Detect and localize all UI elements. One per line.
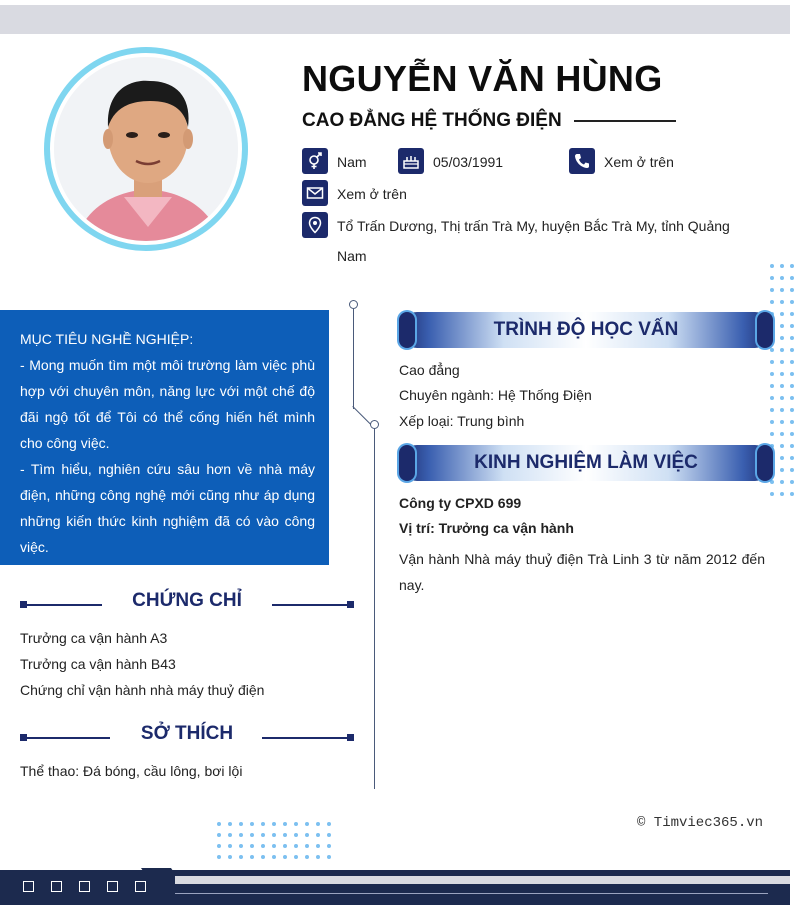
certificate-item: Trưởng ca vận hành A3 <box>20 630 168 646</box>
career-objective-box <box>0 310 329 565</box>
experience-position: Vị trí: Trưởng ca vận hành <box>399 520 574 536</box>
hobbies-text: Thể thao: Đá bóng, cầu lông, bơi lội <box>20 763 243 779</box>
email-value: Xem ở trên <box>337 186 407 202</box>
bottom-decor-line <box>175 893 768 894</box>
education-major: Chuyên ngành: Hệ Thống Điện <box>399 387 592 403</box>
avatar <box>50 53 242 245</box>
experience-description: Vận hành Nhà máy thuỷ điện Trà Linh 3 từ năm 2012 đến nay. <box>399 551 765 593</box>
gender-value: Nam <box>337 154 367 170</box>
experience-title: KINH NGHIỆM LÀM VIỆC <box>474 452 698 473</box>
decor-dots-right <box>770 264 794 496</box>
experience-company: Công ty CPXD 699 <box>399 495 522 511</box>
hobbies-heading <box>20 723 354 753</box>
job-title: CAO ĐẲNG HỆ THỐNG ĐIỆN <box>302 110 562 131</box>
title-divider <box>574 120 676 122</box>
location-pin-icon <box>302 212 328 238</box>
phone-value: Xem ở trên <box>604 154 674 170</box>
gender-icon <box>302 148 328 174</box>
timeline-dot <box>349 300 358 309</box>
address-value-line2: Nam <box>337 248 367 264</box>
decor-square <box>23 881 34 892</box>
candidate-name: NGUYỄN VĂN HÙNG <box>302 58 663 99</box>
education-grade: Xếp loại: Trung bình <box>399 413 525 429</box>
decor-dots-bottom <box>217 822 331 859</box>
objective-text-2: - Tìm hiểu, nghiên cứu sâu hơn về nhà máy điện, những công nghệ mới cũng như áp dụng những kiến thức kinh nghiệm đã có vào công việc. <box>20 461 315 555</box>
certificate-item: Chứng chỉ vận hành nhà máy thuỷ điện <box>20 682 265 698</box>
address-value: Tổ Trấn Dương, Thị trấn Trà My, huyện Bắc Trà My, tỉnh Quảng <box>337 218 730 234</box>
objective-heading: MỤC TIÊU NGHỀ NGHIỆP: <box>20 331 194 347</box>
certificate-item: Trưởng ca vận hành B43 <box>20 656 176 672</box>
decor-square <box>79 881 90 892</box>
certificates-heading <box>20 590 354 620</box>
hobbies-title: SỞ THÍCH <box>140 723 234 744</box>
education-level: Cao đẳng <box>399 362 460 378</box>
phone-icon <box>569 148 595 174</box>
bottom-decor-stripe <box>175 876 790 884</box>
objective-text-1: - Mong muốn tìm một môi trường làm việc phù hợp với chuyên môn, năng lực với một chế độ đãi ngộ tốt để Tôi có thể cống hiến hết mình cho công việc. <box>20 357 315 451</box>
education-title: TRÌNH ĐỘ HỌC VẤN <box>493 319 679 340</box>
decor-square <box>135 881 146 892</box>
timeline-line <box>353 309 354 409</box>
birthday-value: 05/03/1991 <box>433 154 504 170</box>
decor-square <box>107 881 118 892</box>
cake-icon <box>398 148 424 174</box>
mail-icon <box>302 180 328 206</box>
timeline-dot <box>370 420 379 429</box>
footer-brand: © Timviec365.vn <box>637 815 764 831</box>
certificates-title: CHỨNG CHỈ <box>132 590 242 611</box>
timeline-line <box>374 427 375 789</box>
top-decor-bar <box>0 5 790 34</box>
decor-square <box>51 881 62 892</box>
experience-banner <box>399 445 773 481</box>
avatar-frame <box>44 47 248 251</box>
education-banner <box>399 312 773 348</box>
